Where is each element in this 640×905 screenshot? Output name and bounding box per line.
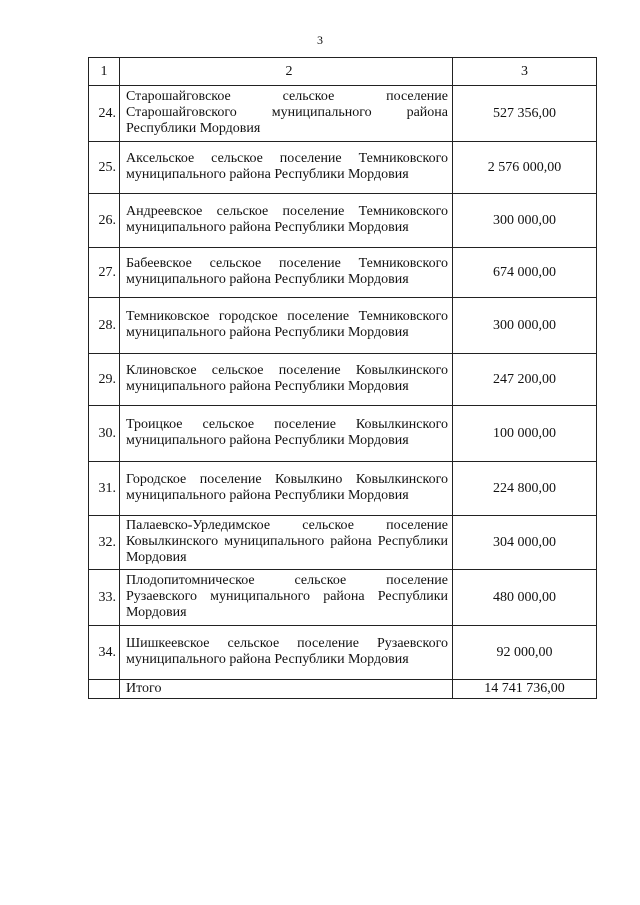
row-number: 25. (89, 142, 120, 194)
row-municipality-name: Старошайговское сельское поселение Старошайговского муниципального района Республики Мордовия (120, 86, 453, 142)
table-row (89, 86, 597, 142)
table-row (89, 516, 597, 570)
row-number: 32. (89, 516, 120, 570)
row-municipality-name: Палаевско-Урледимское сельское поселение Ковылкинского муниципального района Республики Мордовия (120, 516, 453, 570)
table-row (89, 406, 597, 462)
table-header-row (89, 58, 597, 86)
row-amount: 92 000,00 (453, 626, 597, 680)
table-row (89, 570, 597, 626)
row-number: 28. (89, 298, 120, 354)
row-number: 26. (89, 194, 120, 248)
row-number: 31. (89, 462, 120, 516)
row-number: 30. (89, 406, 120, 462)
row-municipality-name: Аксельское сельское поселение Темниковского муниципального района Республики Мордовия (120, 142, 453, 194)
row-number: 34. (89, 626, 120, 680)
row-amount: 304 000,00 (453, 516, 597, 570)
table-row (89, 354, 597, 406)
row-municipality-name: Троицкое сельское поселение Ковылкинского муниципального района Республики Мордовия (120, 406, 453, 462)
column-header-number: 1 (89, 58, 120, 86)
row-amount: 527 356,00 (453, 86, 597, 142)
row-amount: 224 800,00 (453, 462, 597, 516)
row-number: 27. (89, 248, 120, 298)
table-body (89, 86, 597, 680)
row-number: 33. (89, 570, 120, 626)
row-municipality-name: Бабеевское сельское поселение Темниковского муниципального района Республики Мордовия (120, 248, 453, 298)
row-number: 24. (89, 86, 120, 142)
table-row (89, 298, 597, 354)
total-number-cell (89, 680, 120, 699)
column-header-name: 2 (120, 58, 453, 86)
table-row (89, 248, 597, 298)
row-amount: 2 576 000,00 (453, 142, 597, 194)
total-amount: 14 741 736,00 (453, 680, 597, 699)
table-row (89, 194, 597, 248)
row-amount: 674 000,00 (453, 248, 597, 298)
page-number: 3 (317, 33, 323, 47)
row-amount: 480 000,00 (453, 570, 597, 626)
row-municipality-name: Плодопитомническое сельское поселение Рузаевского муниципального района Республики Мордовия (120, 570, 453, 626)
row-municipality-name: Городское поселение Ковылкино Ковылкинского муниципального района Республики Мордовия (120, 462, 453, 516)
table-row (89, 142, 597, 194)
appropriations-table (88, 57, 597, 699)
total-row (89, 680, 597, 699)
table-row (89, 626, 597, 680)
row-number: 29. (89, 354, 120, 406)
table-row (89, 462, 597, 516)
row-municipality-name: Шишкеевское сельское поселение Рузаевского муниципального района Республики Мордовия (120, 626, 453, 680)
row-municipality-name: Клиновское сельское поселение Ковылкинского муниципального района Республики Мордовия (120, 354, 453, 406)
row-amount: 300 000,00 (453, 298, 597, 354)
row-municipality-name: Темниковское городское поселение Темниковского муниципального района Республики Мордовия (120, 298, 453, 354)
row-municipality-name: Андреевское сельское поселение Темниковского муниципального района Республики Мордовия (120, 194, 453, 248)
total-label: Итого (120, 680, 453, 699)
row-amount: 247 200,00 (453, 354, 597, 406)
row-amount: 300 000,00 (453, 194, 597, 248)
row-amount: 100 000,00 (453, 406, 597, 462)
column-header-amount: 3 (453, 58, 597, 86)
